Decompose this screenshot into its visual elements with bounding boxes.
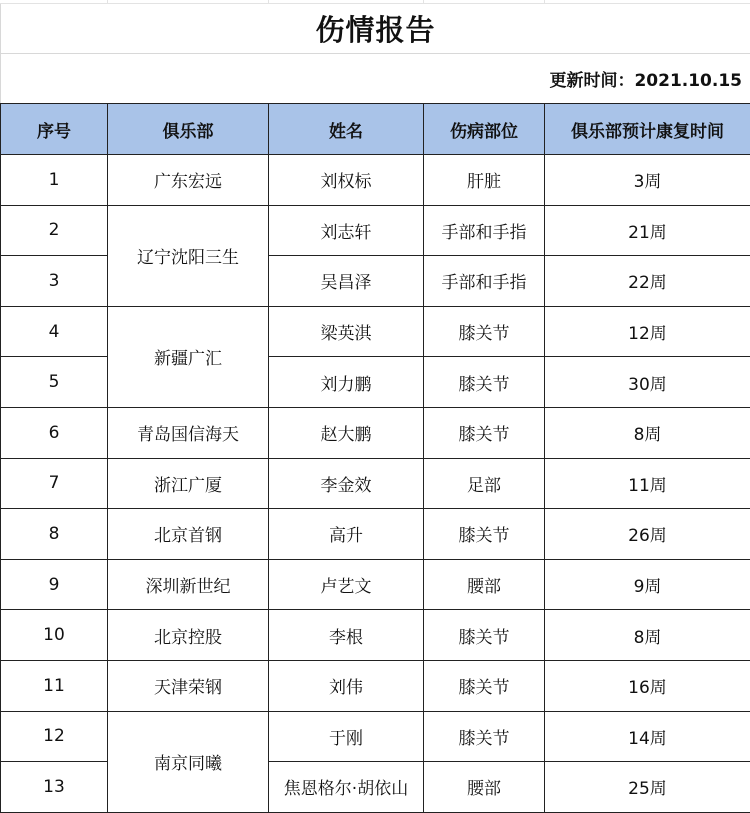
cell-name: 于刚 (269, 711, 424, 762)
cell-club: 辽宁沈阳三生 (108, 205, 269, 306)
cell-club: 北京首钢 (108, 509, 269, 560)
table-row (1, 660, 750, 711)
page-title: 伤情报告 (315, 13, 436, 47)
cell-club: 北京控股 (108, 610, 269, 661)
cell-no: 3 (1, 256, 108, 307)
cell-no: 8 (1, 509, 108, 560)
cell-injury: 肝脏 (424, 155, 545, 206)
cell-no: 12 (1, 711, 108, 762)
cell-recovery: 12周 (545, 306, 750, 357)
cell-injury: 膝关节 (424, 357, 545, 408)
cell-name: 刘伟 (269, 660, 424, 711)
cell-club: 新疆广汇 (108, 306, 269, 407)
cell-injury: 膝关节 (424, 407, 545, 458)
cell-injury: 膝关节 (424, 610, 545, 661)
cell-club: 南京同曦 (108, 711, 269, 812)
table-row (1, 559, 750, 610)
col-header-injury: 伤病部位 (424, 104, 545, 155)
cell-no: 13 (1, 762, 108, 813)
cell-name: 吴昌泽 (269, 256, 424, 307)
cell-no: 9 (1, 559, 108, 610)
cell-injury: 腰部 (424, 762, 545, 813)
cell-recovery: 22周 (545, 256, 750, 307)
table-row (1, 407, 750, 458)
cell-recovery: 16周 (545, 660, 750, 711)
cell-injury: 足部 (424, 458, 545, 509)
cell-injury: 手部和手指 (424, 205, 545, 256)
cell-no: 11 (1, 660, 108, 711)
cell-no: 7 (1, 458, 108, 509)
cell-injury: 腰部 (424, 559, 545, 610)
header-row (1, 104, 750, 155)
cell-recovery: 14周 (545, 711, 750, 762)
cell-no: 4 (1, 306, 108, 357)
cell-recovery: 8周 (545, 407, 750, 458)
table-row (1, 306, 750, 357)
cell-no: 10 (1, 610, 108, 661)
cell-recovery: 25周 (545, 762, 750, 813)
cell-name: 卢艺文 (269, 559, 424, 610)
cell-name: 李根 (269, 610, 424, 661)
update-row (0, 54, 750, 103)
cell-club: 深圳新世纪 (108, 559, 269, 610)
table-row (1, 711, 750, 762)
col-header-no: 序号 (1, 104, 108, 155)
cell-recovery: 8周 (545, 610, 750, 661)
cell-injury: 膝关节 (424, 509, 545, 560)
cell-name: 梁英淇 (269, 306, 424, 357)
cell-club: 浙江广厦 (108, 458, 269, 509)
cell-injury: 手部和手指 (424, 256, 545, 307)
cell-recovery: 11周 (545, 458, 750, 509)
cell-recovery: 30周 (545, 357, 750, 408)
cell-name: 刘志轩 (269, 205, 424, 256)
cell-injury: 膝关节 (424, 306, 545, 357)
table-row (1, 458, 750, 509)
update-time: 更新时间：2021.10.15 (549, 71, 742, 91)
cell-name: 赵大鹏 (269, 407, 424, 458)
cell-name: 高升 (269, 509, 424, 560)
cell-club: 天津荣钢 (108, 660, 269, 711)
cell-name: 刘力鹏 (269, 357, 424, 408)
cell-recovery: 9周 (545, 559, 750, 610)
cell-no: 2 (1, 205, 108, 256)
cell-recovery: 3周 (545, 155, 750, 206)
cell-name: 焦恩格尔·胡依山 (269, 762, 424, 813)
cell-name: 李金效 (269, 458, 424, 509)
table-row (1, 155, 750, 206)
cell-recovery: 26周 (545, 509, 750, 560)
cell-club: 广东宏远 (108, 155, 269, 206)
cell-no: 1 (1, 155, 108, 206)
col-header-recovery: 俱乐部预计康复时间 (545, 104, 750, 155)
cell-injury: 膝关节 (424, 711, 545, 762)
injury-table (0, 103, 750, 813)
table-row (1, 509, 750, 560)
cell-injury: 膝关节 (424, 660, 545, 711)
cell-club: 青岛国信海天 (108, 407, 269, 458)
title-row (0, 4, 750, 54)
cell-recovery: 21周 (545, 205, 750, 256)
cell-name: 刘权标 (269, 155, 424, 206)
table-row (1, 610, 750, 661)
cell-no: 6 (1, 407, 108, 458)
cell-no: 5 (1, 357, 108, 408)
col-header-name: 姓名 (269, 104, 424, 155)
table-row (1, 205, 750, 256)
col-header-club: 俱乐部 (108, 104, 269, 155)
